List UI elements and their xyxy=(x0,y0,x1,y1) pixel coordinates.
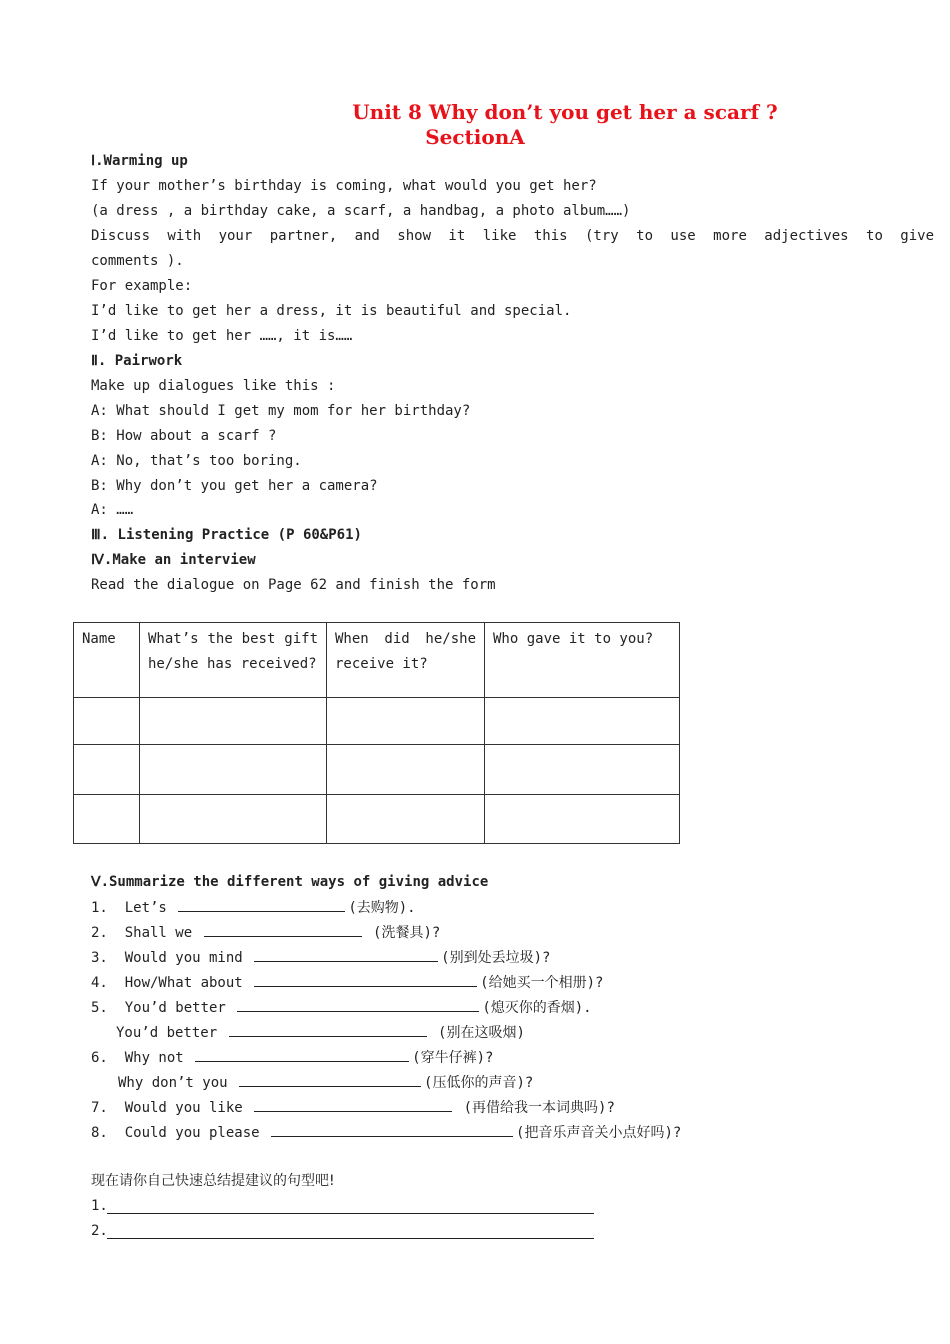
answer-blank[interactable] xyxy=(239,1072,421,1087)
answer-blank[interactable] xyxy=(254,1097,452,1112)
exercise-item: 8. Could you please (把音乐声音关小点好吗)? xyxy=(91,1122,681,1143)
summary-answer-line-2[interactable] xyxy=(107,1238,594,1239)
answer-blank[interactable] xyxy=(178,897,345,912)
summary-number-1: 1. xyxy=(91,1198,108,1214)
exercise-item: 7. Would you like (再借给我一本词典吗)? xyxy=(91,1097,615,1118)
text-line: Discuss with your partner, and show it like this (try to use more adjectives to give xyxy=(91,228,935,244)
table-cell[interactable] xyxy=(74,698,140,745)
answer-blank[interactable] xyxy=(195,1047,409,1062)
table-cell[interactable] xyxy=(140,745,327,795)
answer-blank[interactable] xyxy=(271,1122,513,1137)
section-subtitle: SectionA xyxy=(425,125,525,149)
summary-answer-line-1[interactable] xyxy=(107,1213,594,1214)
table-header-name: Name xyxy=(74,623,140,698)
table-header-best-gift: What’s the best gift he/she has received? xyxy=(140,623,327,698)
text-line: Make up dialogues like this : xyxy=(91,378,336,394)
text-line: If your mother’s birthday is coming, what would you get her? xyxy=(91,178,597,194)
section-heading-pairwork: Ⅱ. Pairwork xyxy=(91,353,183,369)
table-row xyxy=(74,795,680,844)
page-title: Unit 8 Why don’t you get her a scarf ? xyxy=(352,100,778,124)
text-line: I’d like to get her a dress, it is beautiful and special. xyxy=(91,303,572,319)
dialogue-line: A: No, that’s too boring. xyxy=(91,453,302,469)
exercise-item: 4. How/What about (给她买一个相册)? xyxy=(91,972,603,993)
exercise-item: 2. Shall we (洗餐具)? xyxy=(91,922,440,943)
exercise-item: 5. You’d better (熄灭你的香烟). xyxy=(91,997,592,1018)
instruction-text: Read the dialogue on Page 62 and finish the form xyxy=(91,577,496,593)
table-cell[interactable] xyxy=(74,795,140,844)
section-heading-listening: Ⅲ. Listening Practice (P 60&P61) xyxy=(91,527,362,543)
dialogue-line: A: What should I get my mom for her birthday? xyxy=(91,403,471,419)
answer-blank[interactable] xyxy=(254,972,477,987)
exercise-item: You’d better (别在这吸烟) xyxy=(116,1022,525,1043)
text-line: For example: xyxy=(91,278,193,294)
exercise-item: 6. Why not (穿牛仔裤)? xyxy=(91,1047,493,1068)
table-cell[interactable] xyxy=(327,698,485,745)
table-header-who: Who gave it to you? xyxy=(485,623,680,698)
section-heading-warming-up: Ⅰ.Warming up xyxy=(91,153,188,169)
dialogue-line: A: …… xyxy=(91,502,134,518)
text-line: comments ). xyxy=(91,253,184,269)
answer-blank[interactable] xyxy=(237,997,479,1012)
table-row xyxy=(74,698,680,745)
dialogue-line: B: Why don’t you get her a camera? xyxy=(91,478,378,494)
dialogue-line: B: How about a scarf ? xyxy=(91,428,277,444)
table-header-when: When did he/she receive it? xyxy=(327,623,485,698)
exercise-item: 3. Would you mind (别到处丢垃圾)? xyxy=(91,947,550,968)
exercise-item: Why don’t you (压低你的声音)? xyxy=(118,1072,533,1093)
table-cell[interactable] xyxy=(140,698,327,745)
section-heading-advice: Ⅴ.Summarize the different ways of giving advice xyxy=(91,874,489,890)
text-line: (a dress , a birthday cake, a scarf, a handbag, a photo album……) xyxy=(91,203,631,219)
answer-blank[interactable] xyxy=(254,947,438,962)
interview-form-table xyxy=(73,622,680,844)
answer-blank[interactable] xyxy=(204,922,362,937)
table-header-row xyxy=(74,623,680,698)
table-cell[interactable] xyxy=(485,698,680,745)
table-cell[interactable] xyxy=(485,745,680,795)
table-cell[interactable] xyxy=(140,795,327,844)
answer-blank[interactable] xyxy=(229,1022,427,1037)
text-line: I’d like to get her ……, it is…… xyxy=(91,328,353,344)
table-cell[interactable] xyxy=(74,745,140,795)
table-row xyxy=(74,745,680,795)
table-cell[interactable] xyxy=(327,795,485,844)
section-heading-interview: Ⅳ.Make an interview xyxy=(91,552,256,568)
summary-number-2: 2. xyxy=(91,1223,108,1239)
table-cell[interactable] xyxy=(485,795,680,844)
summary-prompt: 现在请你自己快速总结提建议的句型吧! xyxy=(91,1173,335,1189)
table-cell[interactable] xyxy=(327,745,485,795)
exercise-item: 1. Let’s (去购物). xyxy=(91,897,416,918)
